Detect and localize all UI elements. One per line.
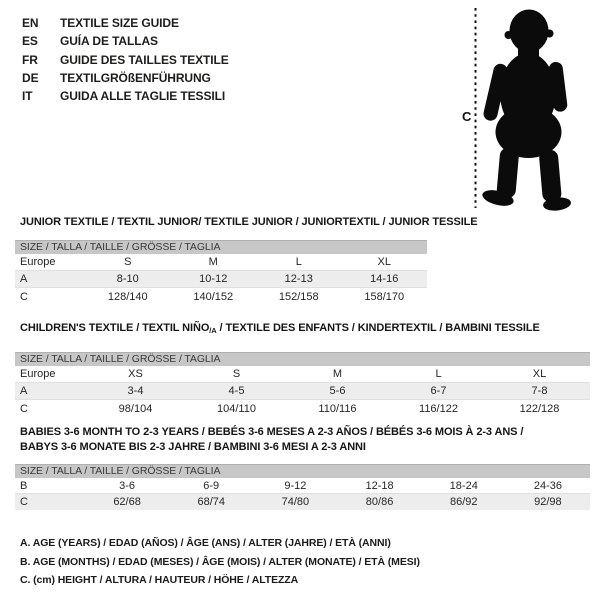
junior-size-table	[15, 240, 427, 305]
value-cell: 6-9	[203, 479, 220, 492]
children-size-table	[15, 352, 590, 417]
size-cell: XS	[128, 368, 143, 380]
size-header-bar: SIZE / TALLA / TAILLE / GRÖSSE / TAGLIA	[15, 464, 590, 478]
language-code: DE	[22, 71, 39, 86]
language-title: TEXTILE SIZE GUIDE	[60, 16, 179, 31]
language-title: GUÍA DE TALLAS	[60, 34, 158, 49]
size-cell: S	[232, 368, 241, 380]
title-line: BABYS 3-6 MONATE BIS 2-3 JAHRE / BAMBINI 3-6 MESI A 2-3 ANNI	[20, 440, 366, 453]
title-subscript: /A	[209, 326, 217, 335]
title-part: / TEXTILE DES ENFANTS / KINDERTEXTIL / BAMBINI TESSILE	[216, 322, 540, 334]
language-row-fr	[22, 51, 229, 69]
value-cell: 3-6	[119, 479, 136, 492]
row-label: Europe	[20, 368, 56, 380]
value-cell: 122/128	[519, 402, 560, 415]
row-label: C	[20, 496, 28, 508]
language-title: GUIDA ALLE TAGLIE TESSILI	[60, 89, 226, 104]
language-title: TEXTILGRÖßENFÜHRUNG	[60, 71, 211, 86]
size-cell: XL	[532, 368, 547, 380]
table-row-height	[15, 400, 590, 417]
language-title: GUIDE DES TAILLES TEXTILE	[60, 52, 229, 67]
section-title-children	[20, 322, 540, 335]
section-title-junior: JUNIOR TEXTILE / TEXTIL JUNIOR/ TEXTILE JUNIOR / JUNIORTEXTIL / JUNIOR TESSILE	[20, 216, 478, 228]
size-cell: M	[208, 256, 218, 268]
value-cell: 18-24	[449, 479, 478, 492]
toddler-silhouette	[481, 10, 572, 212]
row-label: B	[20, 479, 28, 492]
value-cell: 68/74	[197, 496, 225, 508]
value-cell: 92/98	[534, 496, 562, 508]
table-row-height	[15, 288, 427, 305]
value-cell: 158/170	[364, 290, 405, 303]
table-row-months	[15, 478, 590, 494]
table-row-age	[15, 271, 427, 288]
legend-line-b: B. AGE (MONTHS) / EDAD (MESES) / ÂGE (MOIS) / ALTER (MONATE) / ETÀ (MESI)	[20, 555, 420, 568]
height-figure	[455, 0, 600, 215]
size-header-bar: SIZE / TALLA / TAILLE / GRÖSSE / TAGLIA	[15, 240, 427, 254]
value-cell: 9-12	[284, 479, 307, 492]
value-cell: 62/68	[113, 496, 141, 508]
value-cell: 8-10	[116, 273, 139, 285]
value-cell: 128/140	[107, 290, 148, 303]
value-cell: 12-13	[284, 273, 313, 285]
value-cell: 12-18	[365, 479, 394, 492]
row-label: Europe	[20, 256, 56, 268]
size-cell: L	[435, 368, 442, 380]
value-cell: 5-6	[329, 385, 346, 397]
language-code: IT	[22, 89, 33, 104]
size-cell: M	[332, 368, 343, 380]
value-cell: 140/152	[193, 290, 234, 303]
toddler-silhouette-svg	[455, 0, 600, 215]
language-row-en	[22, 14, 229, 32]
value-cell: 24-36	[533, 479, 562, 492]
language-row-de	[22, 69, 229, 87]
value-cell: 86/92	[449, 496, 478, 508]
language-title-list	[22, 14, 229, 105]
value-cell: 152/158	[278, 290, 319, 303]
row-label: A	[20, 385, 28, 397]
value-cell: 104/110	[217, 402, 256, 415]
value-cell: 80/86	[365, 496, 394, 508]
value-cell: 7-8	[531, 385, 548, 397]
language-row-it	[22, 87, 229, 105]
size-cell: S	[124, 256, 132, 268]
title-part: CHILDREN'S TEXTILE / TEXTIL NIÑO	[20, 322, 210, 334]
value-cell: 10-12	[199, 273, 228, 285]
language-code: EN	[22, 16, 39, 31]
size-cell: L	[295, 256, 302, 268]
babies-size-table	[15, 464, 590, 510]
value-cell: 14-16	[370, 273, 399, 285]
value-cell: 116/122	[419, 402, 458, 415]
row-label: A	[20, 273, 28, 285]
value-cell: 4-5	[228, 385, 245, 397]
value-cell: 3-4	[127, 385, 144, 397]
row-label: C	[20, 402, 28, 415]
size-cell: XL	[377, 256, 391, 268]
height-label: C	[462, 109, 472, 124]
value-cell: 6-7	[430, 385, 447, 397]
table-row-europe	[15, 366, 590, 383]
row-label: C	[20, 290, 28, 303]
measurement-legend	[20, 534, 420, 590]
size-header-bar: SIZE / TALLA / TAILLE / GRÖSSE / TAGLIA	[15, 352, 590, 366]
table-row-age	[15, 383, 590, 400]
table-row-height	[15, 494, 590, 510]
value-cell: 110/116	[318, 402, 357, 415]
table-row-europe	[15, 254, 427, 271]
legend-line-a: A. AGE (YEARS) / EDAD (AÑOS) / ÂGE (ANS) / ALTER (JAHRE) / ETÀ (ANNI)	[20, 537, 391, 549]
language-code: ES	[22, 34, 38, 49]
language-row-es	[22, 32, 229, 50]
value-cell: 98/104	[118, 402, 153, 415]
language-code: FR	[22, 52, 38, 67]
section-title-babies	[20, 425, 523, 454]
legend-line-c: C. (cm) HEIGHT / ALTURA / HAUTEUR / HÖHE / ALTEZZA	[20, 574, 299, 586]
value-cell: 74/80	[281, 496, 310, 508]
title-line: BABIES 3-6 MONTH TO 2-3 YEARS / BEBÉS 3-6 MESES A 2-3 AÑOS / BÉBÉS 3-6 MOIS À 2-3 ANS /	[20, 426, 524, 438]
